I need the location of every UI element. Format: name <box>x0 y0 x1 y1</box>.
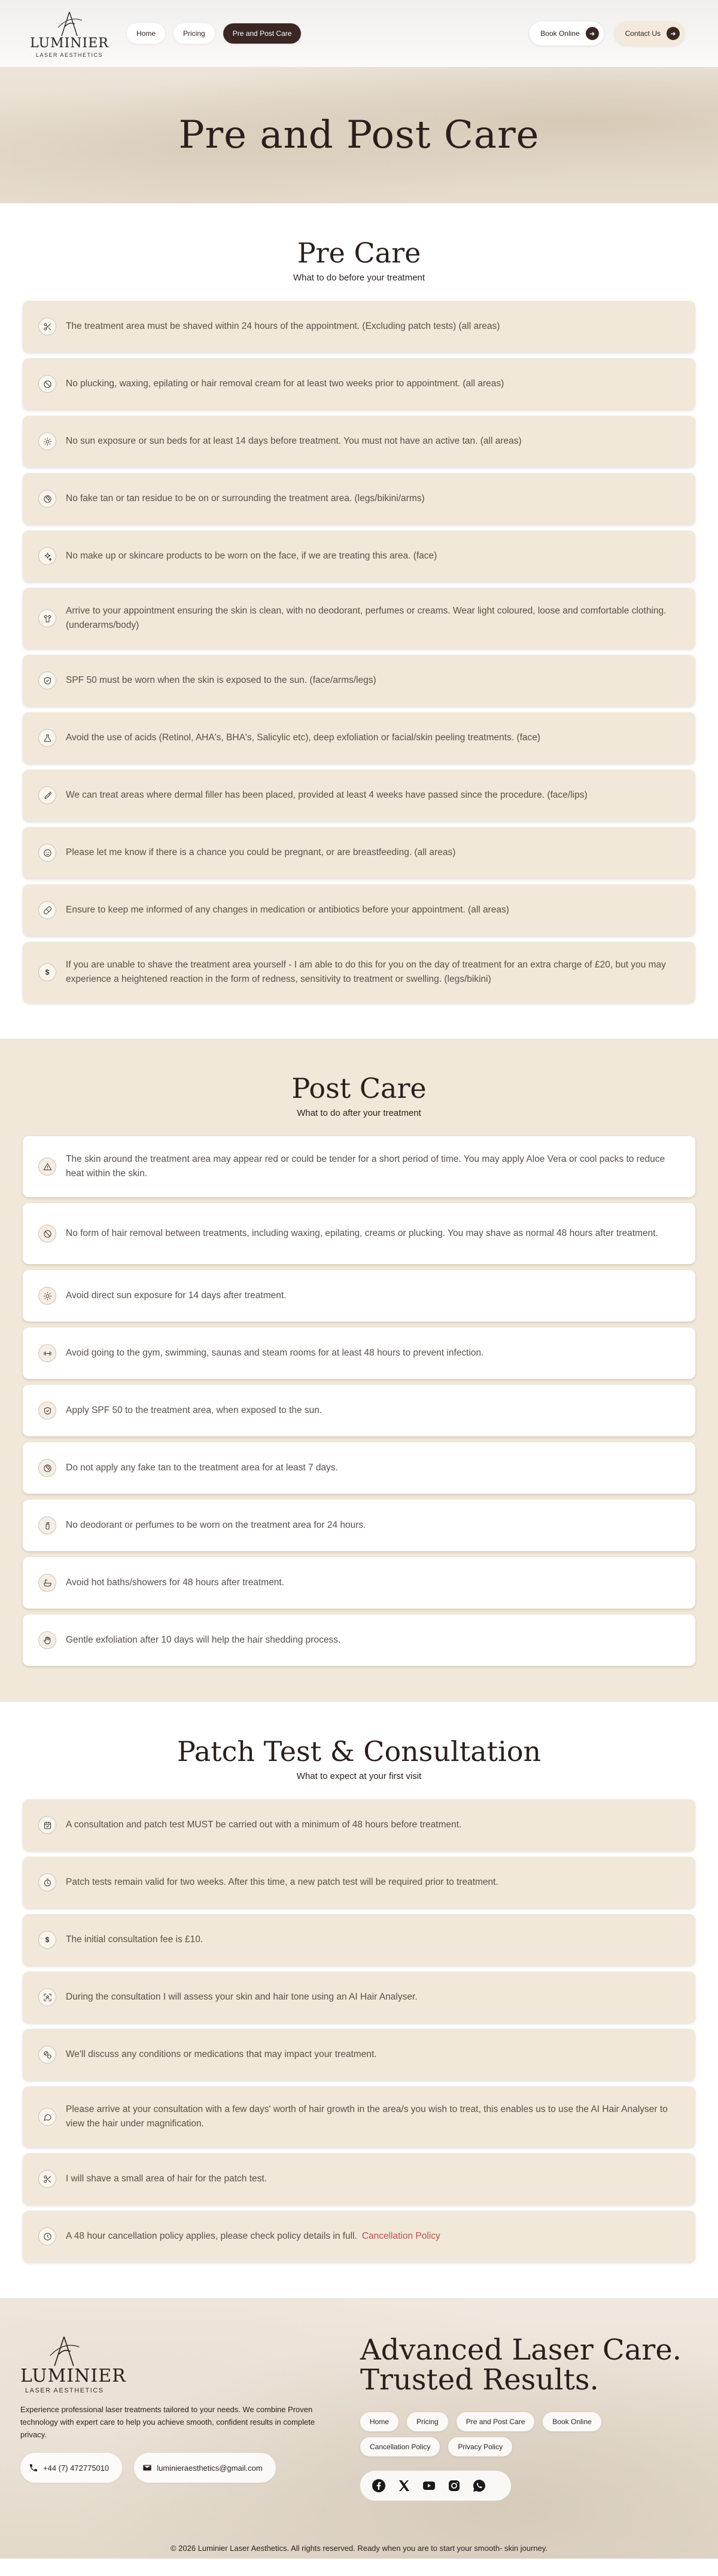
pre-care-item-text-content: No plucking, waxing, epilating or hair removal cream for at least two weeks prior to appointment. (all areas) <box>66 378 504 389</box>
patch-test-item-text-content: I will shave a small area of hair for the patch test. <box>66 2173 267 2184</box>
arrow-right-icon: ➜ <box>586 27 599 40</box>
flask-icon <box>38 729 56 747</box>
scissors-icon <box>38 318 56 335</box>
mail-icon <box>142 2463 152 2473</box>
bath-icon <box>38 1574 56 1592</box>
chat-icon <box>38 2108 56 2126</box>
patch-test-item-text <box>66 2047 377 2062</box>
footer-brand-name: LUMINIER <box>20 2366 126 2386</box>
pre-care-section <box>0 203 718 1039</box>
nav-actions <box>530 22 684 45</box>
pre-care-item-text <box>66 434 522 448</box>
post-care-item-text-content: Do not apply any fake tan to the treatment area for at least 7 days. <box>66 1462 338 1473</box>
pre-care-item-text-content: Avoid the use of acids (Retinol, AHA's, BHA's, Salicylic etc), deep exfoliation or facial/skin peeling treatments. (face) <box>66 732 541 743</box>
patch-test-item <box>23 2211 695 2262</box>
pre-care-item <box>23 416 695 467</box>
pre-care-item-text-content: If you are unable to shave the treatment area yourself - I am able to do this for you on the day of treatment for an extra charge of £20, but you may experience a heightened reaction in the form of redness, sensitivity to treatment or swelling. (legs/bikini) <box>66 959 666 984</box>
post-care-item-text <box>66 1346 483 1360</box>
arrow-right-icon: ➜ <box>667 27 680 40</box>
footer-link-pricing[interactable]: Pricing <box>407 2412 448 2431</box>
footer-link-home[interactable]: Home <box>360 2412 398 2431</box>
email-address: luminieraesthetics@gmail.com <box>157 2463 263 2473</box>
nav-link-pricing[interactable]: Pricing <box>174 23 215 44</box>
patch-test-item-text-content: Please arrive at your consultation with a few days' worth of hair growth in the area/s you wish to treat, this enables us to use the AI Hair Analyser to view the hair under magnification. <box>66 2104 668 2129</box>
post-care-item-text <box>66 1226 658 1241</box>
logo-mark-icon <box>45 2334 83 2367</box>
patch-test-item-text <box>66 2229 440 2244</box>
pre-care-item <box>23 473 695 524</box>
footer-description: Experience professional laser treatments tailored to your needs. We combine Proven technology with expert care to help you achieve smooth, confident results in complete privacy. <box>20 2405 315 2439</box>
pre-care-item-text <box>66 549 437 563</box>
copyright: © 2026 Luminier Laser Aesthetics. All rights reserved. Ready when you are to start your smooth- skin journey. <box>170 2544 548 2553</box>
email-link[interactable] <box>134 2453 275 2483</box>
post-care-item <box>23 1614 695 1666</box>
footer-heading-line2: Trusted Results. <box>360 2363 599 2397</box>
shield-icon <box>38 672 56 689</box>
patch-test-title: Patch Test & Consultation <box>177 1735 541 1768</box>
clock-icon <box>38 2227 56 2245</box>
pre-care-item-text <box>66 673 376 688</box>
pre-care-item <box>23 712 695 764</box>
pre-care-item-text-content: The treatment area must be shaved within 24 hours of the appointment. (Excluding patch tests) (all areas) <box>66 321 500 331</box>
patch-test-list <box>23 1799 695 2262</box>
footer-link-privacy-policy[interactable]: Privacy Policy <box>448 2437 512 2456</box>
phone-number: +44 (7) 472775010 <box>43 2463 109 2473</box>
scissors-icon <box>38 2170 56 2188</box>
youtube-icon[interactable] <box>420 2477 438 2495</box>
footer-link-pre-post-care[interactable]: Pre and Post Care <box>457 2412 535 2431</box>
post-care-item-text-content: Apply SPF 50 to the treatment area, when exposed to the sun. <box>66 1405 323 1415</box>
brand-logo[interactable] <box>30 10 109 58</box>
whatsapp-icon[interactable] <box>470 2477 488 2495</box>
pre-care-item-text <box>66 377 504 391</box>
footer-links <box>360 2412 641 2456</box>
pre-care-item-text-content: Please let me know if there is a chance you could be pregnant, or are breastfeeding. (all areas) <box>66 847 456 857</box>
no-tan-icon <box>38 1459 56 1477</box>
post-care-item-text <box>66 1518 366 1533</box>
pre-care-item-text <box>66 958 680 987</box>
pre-care-item <box>23 655 695 706</box>
pre-care-item <box>23 301 695 352</box>
cancellation-policy-link[interactable]: Cancellation Policy <box>361 2230 440 2241</box>
patch-test-item-text-content: A consultation and patch test MUST be carried out with a minimum of 48 hours before treatment. <box>66 1819 462 1830</box>
pre-care-item-text-content: SPF 50 must be worn when the skin is exposed to the sun. (face/arms/legs) <box>66 674 376 685</box>
post-care-item-text-content: Gentle exfoliation after 10 days will help the hair shedding process. <box>66 1634 341 1645</box>
ban-icon <box>38 375 56 393</box>
brand-tagline: LASER AESTHETICS <box>35 51 104 58</box>
post-care-item <box>23 1500 695 1551</box>
post-care-list <box>23 1136 695 1666</box>
deodorant-icon <box>38 1516 56 1534</box>
page-title: Pre and Post Care <box>178 113 540 157</box>
patch-test-item-text-content: The initial consultation fee is £10. <box>66 1934 203 1945</box>
patch-test-section <box>0 1702 718 2298</box>
hero-banner <box>0 67 718 203</box>
footer-heading <box>360 2335 682 2395</box>
syringe-icon <box>38 786 56 804</box>
pill-icon <box>38 901 56 919</box>
patch-test-item <box>23 1914 695 1965</box>
pre-care-item-text <box>66 846 455 860</box>
patch-test-item-text-content: Patch tests remain valid for two weeks. After this time, a new patch test will be required prior to treatment. <box>66 1876 498 1887</box>
post-care-item-text-content: The skin around the treatment area may appear red or could be tender for a short period of time. You may apply Aloe Vera or cool packs to reduce heat within the skin. <box>66 1153 665 1179</box>
post-care-item-text-content: Avoid direct sun exposure for 14 days after treatment. <box>66 1290 287 1301</box>
post-care-item <box>23 1385 695 1436</box>
post-care-item-text-content: No deodorant or perfumes to be worn on the treatment area for 24 hours. <box>66 1519 366 1530</box>
post-care-item-text-content: Avoid hot baths/showers for 48 hours after treatment. <box>66 1577 285 1588</box>
social-links <box>360 2471 511 2501</box>
footer-heading-line1: Advanced Laser Care. <box>360 2333 682 2367</box>
facebook-icon[interactable] <box>370 2477 388 2495</box>
post-care-item-text <box>66 1576 284 1590</box>
pills-icon <box>38 2046 56 2064</box>
patch-test-subtitle: What to expect at your first visit <box>296 1771 422 1781</box>
post-care-item-text-content: No form of hair removal between treatments, including waxing, epilating, creams or plucking. You may shave as normal 48 hours after treatment. <box>66 1228 658 1238</box>
patch-test-item-text-content: A 48 hour cancellation policy applies, please check policy details in full. <box>66 2230 357 2241</box>
pre-care-item-text <box>66 319 500 334</box>
patch-test-item <box>23 2029 695 2080</box>
post-care-item-text <box>66 1289 286 1303</box>
patch-test-item-text <box>66 1990 418 2004</box>
warning-icon <box>38 1158 56 1176</box>
pre-care-item <box>23 884 695 936</box>
site-footer <box>0 2298 718 2559</box>
contact-us-button[interactable] <box>614 22 684 45</box>
footer-brand-tagline: LASER AESTHETICS <box>25 2387 104 2394</box>
scan-icon <box>38 1988 56 2006</box>
post-care-item-text <box>66 1403 322 1418</box>
post-care-title: Post Care <box>291 1072 427 1104</box>
pre-care-list <box>23 301 695 1003</box>
patch-test-item-text <box>66 1875 498 1890</box>
contact-us-label: Contact Us <box>625 29 661 38</box>
pre-care-item <box>23 827 695 878</box>
top-navigation <box>0 0 718 67</box>
patch-test-item <box>23 1971 695 2023</box>
footer-contacts <box>20 2453 349 2483</box>
pre-care-item <box>23 358 695 410</box>
phone-link[interactable] <box>20 2453 122 2483</box>
no-tan-icon <box>38 490 56 508</box>
footer-left <box>20 2334 349 2559</box>
post-care-section <box>0 1039 718 1702</box>
patch-test-item-text <box>66 2102 680 2131</box>
pre-care-subtitle: What to do before your treatment <box>293 273 425 283</box>
pre-care-item-text-content: We can treat areas where dermal filler has been placed, provided at least 4 weeks have passed since the procedure. (face/lips) <box>66 789 588 800</box>
post-care-item <box>23 1557 695 1609</box>
post-care-item-text-content: Avoid going to the gym, swimming, saunas and steam rooms for at least 48 hours to prevent infection. <box>66 1347 484 1358</box>
dollar-icon: $ <box>38 963 56 981</box>
nav-link-pre-post-care[interactable]: Pre and Post Care <box>223 23 302 44</box>
patch-test-item <box>23 1799 695 1851</box>
patch-test-item-text <box>66 2172 267 2186</box>
pre-care-item-text-content: Ensure to keep me informed of any changes in medication or antibiotics before your appointment. (all areas) <box>66 904 509 915</box>
pre-care-item <box>23 530 695 582</box>
post-care-item <box>23 1136 695 1197</box>
logo-mark-icon <box>54 10 84 37</box>
footer-link-book-online[interactable]: Book Online <box>543 2412 601 2431</box>
pre-care-item-text <box>66 903 509 917</box>
patch-test-item-text <box>66 1818 461 1832</box>
pre-care-item-text-content: Arrive to your appointment ensuring the skin is clean, with no deodorant, perfumes or creams. Wear light coloured, loose and comfortable clothing. (underarms/body) <box>66 605 667 630</box>
pre-care-item-text <box>66 731 540 745</box>
footer-logo[interactable] <box>20 2334 349 2394</box>
pre-care-title: Pre Care <box>297 237 421 269</box>
post-care-item <box>23 1203 695 1264</box>
book-online-button[interactable] <box>530 22 603 45</box>
pre-care-item-text <box>66 492 425 506</box>
pre-care-item <box>23 588 695 649</box>
book-online-label: Book Online <box>540 29 580 38</box>
baby-icon <box>38 844 56 862</box>
post-care-item-text <box>66 1461 338 1475</box>
shirt-icon <box>38 609 56 627</box>
post-care-item-text <box>66 1152 680 1181</box>
instagram-icon[interactable] <box>445 2477 463 2495</box>
patch-test-item-text <box>66 1933 203 1947</box>
dollar-icon: $ <box>38 1931 56 1949</box>
sparkle-icon <box>38 547 56 565</box>
footer-link-cancellation-policy[interactable]: Cancellation Policy <box>360 2437 440 2456</box>
pre-care-item-text-content: No sun exposure or sun beds for at least 14 days before treatment. You must not have an active tan. (all areas) <box>66 435 522 446</box>
patch-test-item-text-content: We'll discuss any conditions or medications that may impact your treatment. <box>66 2049 377 2059</box>
post-care-item <box>23 1327 695 1379</box>
hand-icon <box>38 1631 56 1649</box>
pre-care-item-text-content: No make up or skincare products to be worn on the face, if we are treating this area. (face) <box>66 550 437 561</box>
pre-care-item-text-content: No fake tan or tan residue to be on or surrounding the treatment area. (legs/bikini/arms) <box>66 493 425 503</box>
pre-care-item-text <box>66 604 680 633</box>
post-care-item-text <box>66 1633 340 1647</box>
nav-link-home[interactable]: Home <box>127 23 165 44</box>
patch-test-item <box>23 1857 695 1908</box>
x-icon[interactable] <box>395 2477 413 2495</box>
footer-right <box>360 2334 682 2559</box>
pre-care-item <box>23 942 695 1003</box>
pre-care-item <box>23 770 695 821</box>
patch-test-item-text-content: During the consultation I will assess your skin and hair tone using an AI Hair Analyser. <box>66 1991 418 2002</box>
calendar-icon <box>38 1816 56 1834</box>
patch-test-item <box>23 2153 695 2205</box>
timer-icon <box>38 1873 56 1891</box>
sun-icon <box>38 1287 56 1305</box>
brand-name: LUMINIER <box>30 35 109 51</box>
post-care-subtitle: What to do after your treatment <box>297 1108 421 1118</box>
shield-icon <box>38 1402 56 1420</box>
patch-test-item <box>23 2086 695 2147</box>
gym-icon <box>38 1344 56 1362</box>
sun-icon <box>38 432 56 450</box>
post-care-item <box>23 1270 695 1321</box>
nav-links <box>127 23 301 44</box>
post-care-item <box>23 1442 695 1494</box>
phone-icon <box>29 2463 38 2473</box>
ban-icon <box>38 1225 56 1243</box>
pre-care-item-text <box>66 788 588 802</box>
